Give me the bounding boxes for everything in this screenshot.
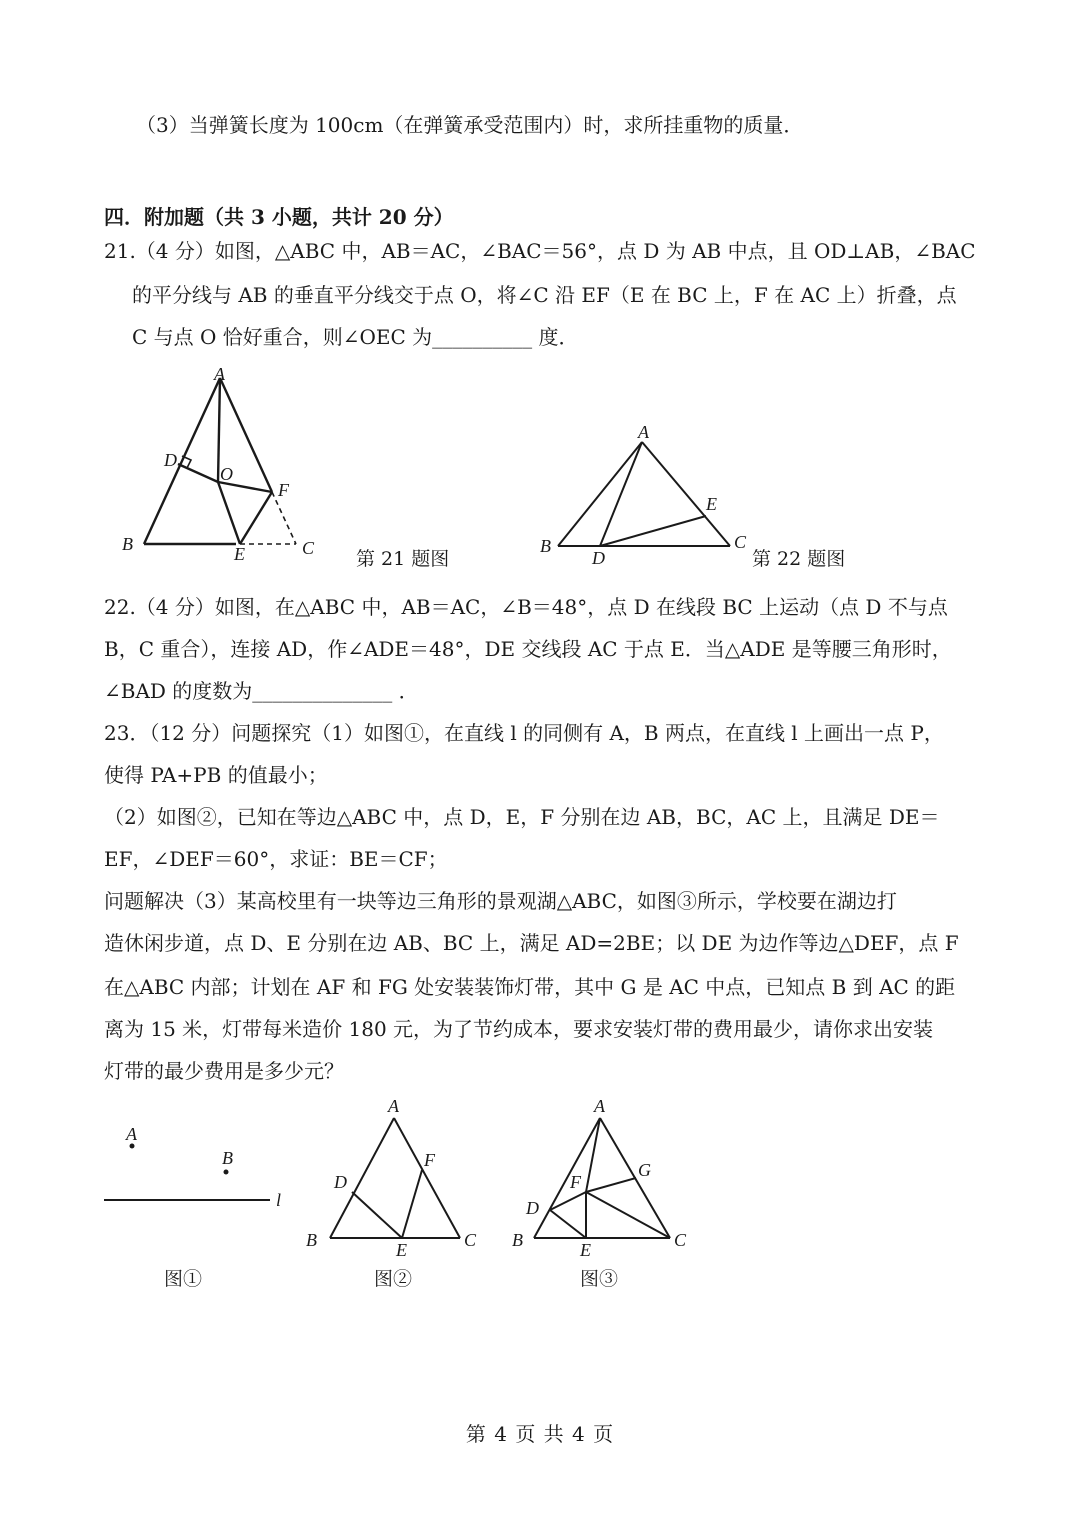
fig2-label-F: F xyxy=(424,1150,435,1170)
q21-line2: 的平分线与 AB 的垂直平分线交于点 O，将∠C 沿 EF（E 在 BC 上，F 在 AC 上）折叠，点 xyxy=(132,283,957,307)
figure-3-drawing xyxy=(508,1094,698,1260)
q20-part3: （3）当弹簧长度为 100cm（在弹簧承受范围内）时，求所挂重物的质量． xyxy=(136,113,804,137)
q22-line1: 22.（4 分）如图，在△ABC 中，AB＝AC，∠B＝48°，点 D 在线段 BC 上运动（点 D 不与点 xyxy=(104,595,948,619)
q23-line3: （2）如图②，已知在等边△ABC 中，点 D，E，F 分别在边 AB，BC，AC 上，且满足 DE＝ xyxy=(104,805,940,829)
fig21-label-D: D xyxy=(164,450,177,470)
fig21-label-E: E xyxy=(234,544,245,564)
fig22-label-A: A xyxy=(638,422,649,442)
fig21-label-C: C xyxy=(302,538,315,558)
figure-3 xyxy=(508,1094,698,1260)
fig3-label-B: B xyxy=(512,1230,523,1250)
q22-line3: ∠BAD 的度数为______________ ． xyxy=(104,679,419,703)
figure-1 xyxy=(100,1116,300,1216)
q23-line4: EF，∠DEF＝60°，求证：BE＝CF； xyxy=(104,847,448,871)
q23-line6: 造休闲步道，点 D、E 分别在边 AB、BC 上，满足 AD=2BE；以 DE 为边作等边△DEF，点 F xyxy=(104,931,959,955)
fig22-label-E: E xyxy=(706,494,717,514)
fig21-label-A: A xyxy=(214,364,225,384)
q23-line9: 灯带的最少费用是多少元？ xyxy=(104,1059,344,1083)
fig2-label-C: C xyxy=(464,1230,477,1250)
figure-21-caption: 第 21 题图 xyxy=(356,548,450,570)
fig22-label-D: D xyxy=(592,548,605,568)
fig21-label-O: O xyxy=(220,464,233,484)
fig3-label-E: E xyxy=(580,1240,591,1260)
q21-line1: 21.（4 分）如图，△ABC 中，AB＝AC，∠BAC＝56°，点 D 为 AB 中点，且 OD⊥AB，∠BAC xyxy=(104,239,976,263)
figure-1-caption: 图① xyxy=(164,1268,203,1290)
figure-1-drawing xyxy=(100,1116,300,1216)
q23-line7: 在△ABC 内部；计划在 AF 和 FG 处安装装饰灯带，其中 G 是 AC 中点，已知点 B 到 AC 的距 xyxy=(104,975,956,999)
fig3-label-D: D xyxy=(526,1198,539,1218)
figure-21 xyxy=(118,364,348,564)
fig2-label-D: D xyxy=(334,1172,347,1192)
fig3-label-F: F xyxy=(570,1172,581,1192)
figure-22 xyxy=(536,418,756,568)
section-heading: 四．附加题（共 3 小题，共计 20 分） xyxy=(104,205,454,229)
figure-2-caption: 图② xyxy=(374,1268,413,1290)
fig21-label-B: B xyxy=(122,534,133,554)
page-footer: 第 4 页 共 4 页 xyxy=(465,1422,615,1446)
figure-3-caption: 图③ xyxy=(580,1268,619,1290)
fig2-label-B: B xyxy=(306,1230,317,1250)
q23-line1: 23．（12 分）问题探究（1）如图①，在直线 l 的同侧有 A，B 两点，在直线 l 上画出一点 P， xyxy=(104,721,944,745)
fig1-label-l: l xyxy=(276,1190,282,1210)
figure-21-drawing xyxy=(118,364,348,564)
fig3-label-C: C xyxy=(674,1230,687,1250)
fig2-label-E: E xyxy=(396,1240,407,1260)
figure-2 xyxy=(300,1094,490,1260)
fig3-label-A: A xyxy=(594,1096,605,1116)
q23-line8: 离为 15 米，灯带每米造价 180 元，为了节约成本，要求安装灯带的费用最少，请你求出安装 xyxy=(104,1017,934,1041)
q23-line5: 问题解决（3）某高校里有一块等边三角形的景观湖△ABC，如图③所示，学校要在湖边打 xyxy=(104,889,897,913)
q22-line2: B，C 重合），连接 AD，作∠ADE＝48°，DE 交线段 AC 于点 E．当△ADE 是等腰三角形时， xyxy=(104,637,952,661)
figure-2-drawing xyxy=(300,1094,490,1260)
fig21-label-F: F xyxy=(278,480,289,500)
q23-line2: 使得 PA+PB 的值最小； xyxy=(104,763,328,787)
fig22-label-C: C xyxy=(734,532,747,552)
figure-22-drawing xyxy=(536,418,756,568)
fig22-label-B: B xyxy=(540,536,551,556)
figure-22-caption: 第 22 题图 xyxy=(752,548,846,570)
fig3-label-G: G xyxy=(638,1160,651,1180)
q21-line3: C 与点 O 恰好重合，则∠OEC 为__________ 度． xyxy=(132,325,579,349)
fig1-label-A: A xyxy=(126,1124,137,1144)
fig1-label-B: B xyxy=(222,1148,233,1168)
fig2-label-A: A xyxy=(388,1096,399,1116)
